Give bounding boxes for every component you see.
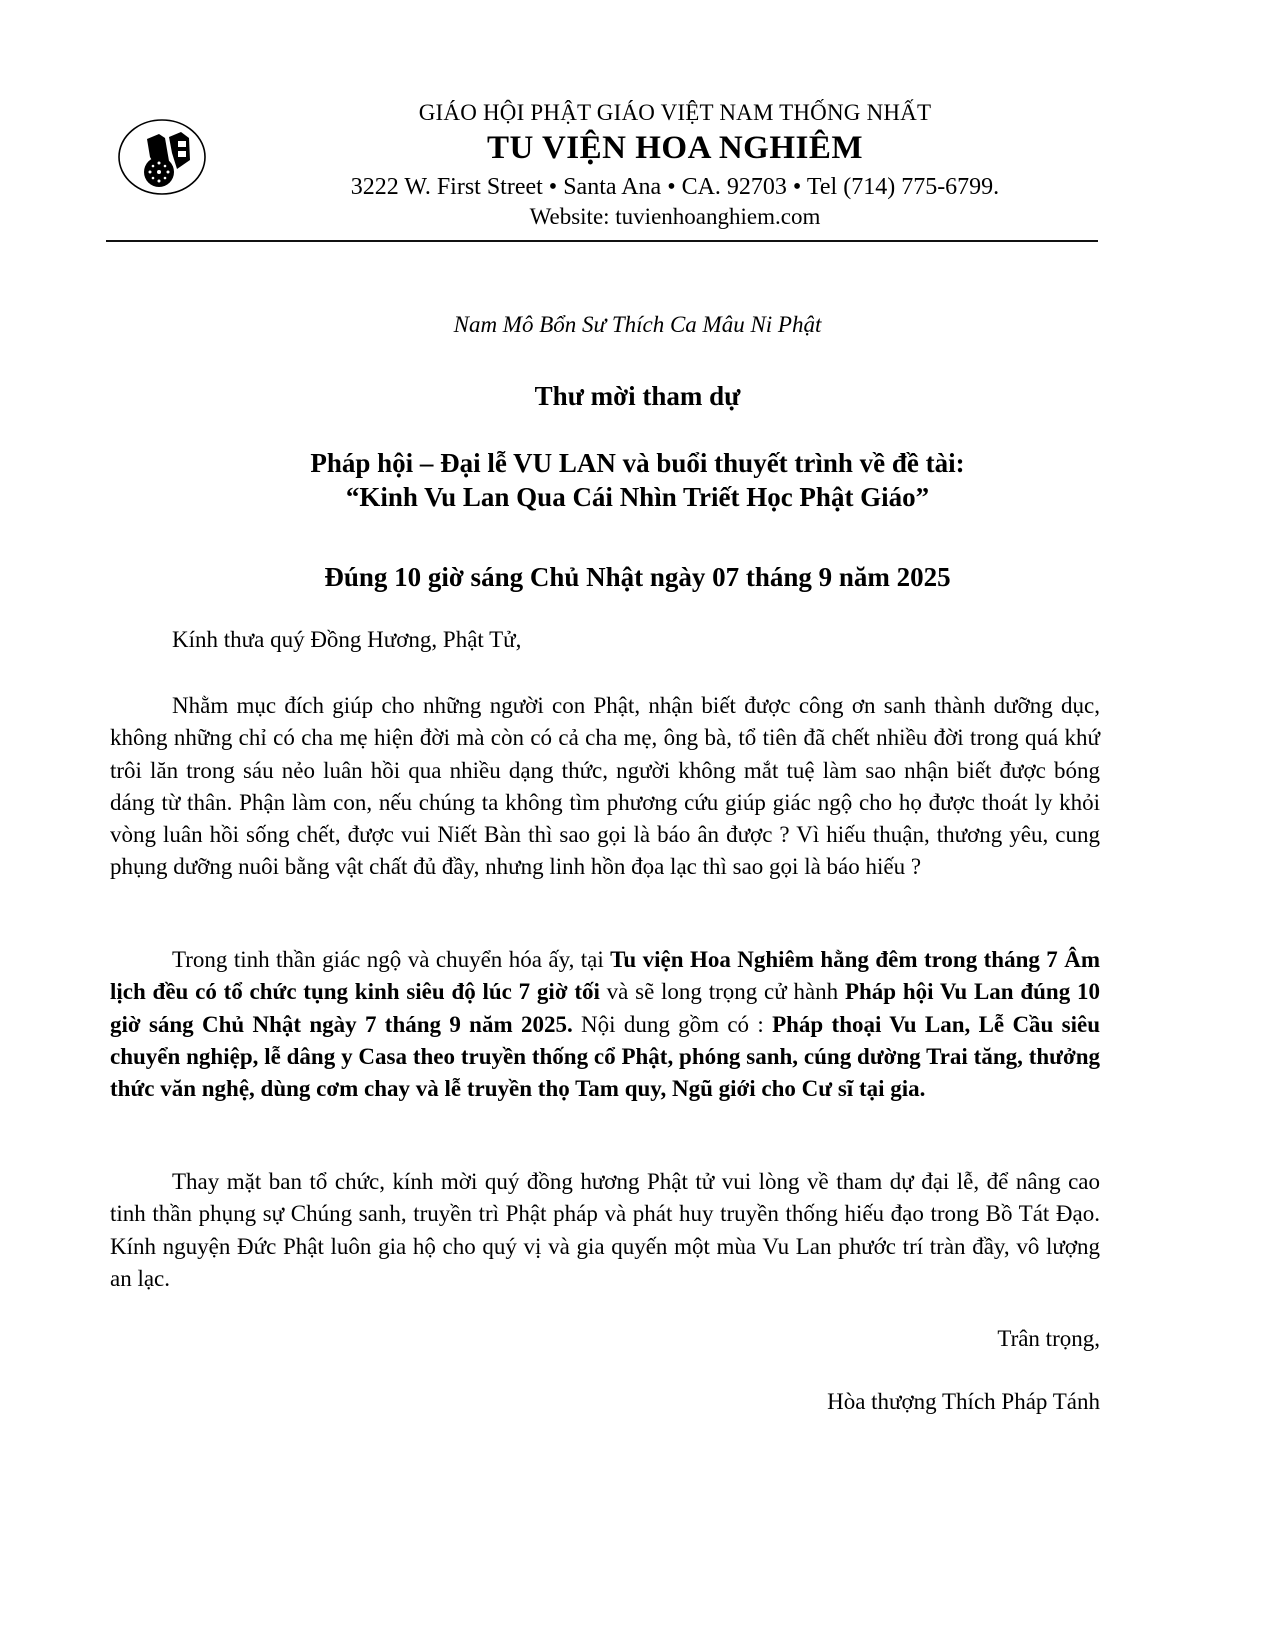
program-text: Trong tinh thần giác ngộ và chuyển hóa ấy, tại: [172, 947, 611, 972]
paragraph-invitation: Thay mặt ban tổ chức, kính mời quý đồng hương Phật tử vui lòng về tham dự đại lễ, để nâng cao tinh thần phụng sự Chúng sanh, truyền trì Phật pháp và phát huy truyền thống hiếu đạo trong Bồ Tát Đạo. Kính nguyện Đức Phật luôn gia hộ cho quý vị và gia quyến một mùa Vu Lan phước trí tràn đầy, vô lượng an lạc.: [110, 1169, 1100, 1291]
header-divider: [106, 240, 1098, 242]
temple-seal-logo-icon: [117, 117, 207, 197]
event-topic: “Kinh Vu Lan Qua Cái Nhìn Triết Học Phật Giáo”: [345, 482, 930, 512]
event-datetime: Đúng 10 giờ sáng Chủ Nhật ngày 07 tháng 9 năm 2025: [324, 562, 951, 592]
salutation: Kính thưa quý Đồng Hương, Phật Tử,: [172, 627, 522, 652]
program-text: Nội dung gồm có :: [572, 1011, 773, 1037]
closing: Trân trọng,: [997, 1326, 1100, 1351]
letter-title: Thư mời tham dự: [534, 381, 741, 411]
program-nightly-chanting: Tu viện Hoa Nghiêm hằng đêm trong tháng 7 Âm lịch đều có tổ chức tụng kinh siêu độ lúc 7 giờ tối: [110, 947, 1100, 1005]
website-line: Website: tuvienhoanghiem.com: [529, 204, 821, 229]
signature: Hòa thượng Thích Pháp Tánh: [827, 1389, 1100, 1414]
program-ceremony-date: Pháp hội Vu Lan đúng 10 giờ sáng Chủ Nhật ngày 7 tháng 9 năm 2025.: [110, 979, 1100, 1037]
paragraph-purpose: Nhằm mục đích giúp cho những người con Phật, nhận biết được công ơn sanh thành dưỡng dục, không những chỉ có cha mẹ hiện đời mà còn có cả cha mẹ, ông bà, tổ tiên đã chết nhiều đời trong quá khứ trôi lăn trong sáu nẻo luân hồi qua nhiều dạng thức, người không mắt tuệ làm sao nhận biết được bóng dáng từ thân. Phận làm con, nếu chúng ta không tìm phương cứu giúp giác ngộ cho họ được thoát ly khỏi vòng luân hồi sống chết, được vui Niết Bàn thì sao gọi là báo ân được ? Vì hiếu thuận, thương yêu, cung phụng dưỡng nuôi bằng vật chất đủ đầy, nhưng linh hồn đọa lạc thì sao gọi là báo hiếu ?: [110, 693, 1100, 880]
event-title: Pháp hội – Đại lễ VU LAN và buổi thuyết trình về đề tài:: [310, 448, 965, 478]
temple-name: TU VIỆN HOA NGHIÊM: [486, 130, 864, 166]
program-activities: Pháp thoại Vu Lan, Lễ Cầu siêu chuyển nghiệp, lễ dâng y Casa theo truyền thống cổ Phật, phóng sanh, cúng dường Trai tăng, thưởng thức văn nghệ, dùng cơm chay và lễ truyền thọ Tam quy, Ngũ giới cho Cư sĩ tại gia.: [110, 1011, 1101, 1102]
invocation: Nam Mô Bổn Sư Thích Ca Mâu Ni Phật: [453, 312, 822, 337]
paragraph-program: [110, 944, 1100, 1105]
program-text: và sẽ long trọng cử hành: [599, 979, 845, 1005]
organization-name: GIÁO HỘI PHẬT GIÁO VIỆT NAM THỐNG NHẤT: [418, 100, 932, 125]
address-line: 3222 W. First Street • Santa Ana • CA. 92703 • Tel (714) 775-6799.: [350, 174, 1000, 200]
